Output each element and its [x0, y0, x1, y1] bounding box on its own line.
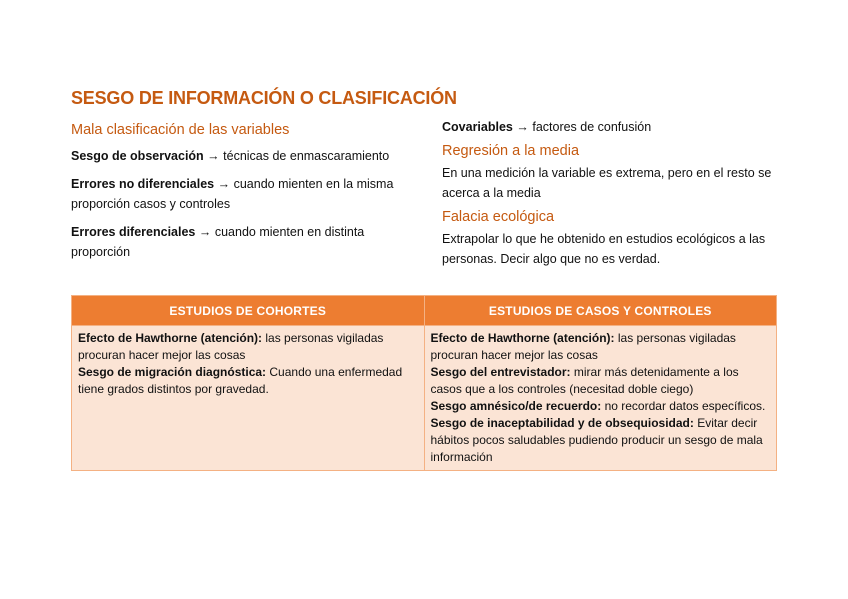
arrow-right-icon: →: [198, 225, 212, 239]
page-title: SESGO DE INFORMACIÓN O CLASIFICACIÓN: [71, 88, 457, 108]
item-term: Sesgo de observación: [71, 149, 204, 163]
entry-text: las personas vigiladas procuran hacer mejor las cosas: [430, 331, 736, 362]
entry-term: Sesgo amnésico/de recuerdo:: [430, 399, 602, 413]
subheading-regresion-media: Regresión a la media: [442, 143, 580, 159]
table-header-row: [72, 296, 777, 326]
left-column: [71, 122, 416, 270]
entry-term: Sesgo del entrevistador:: [430, 365, 571, 379]
subheading-falacia-ecologica: Falacia ecológica: [442, 209, 555, 225]
list-item: [431, 398, 771, 415]
text-regresion-media: En una medición la variable es extrema, pero en el resto se acerca a la media: [442, 166, 772, 200]
studies-table: [71, 295, 777, 471]
item-term: Errores diferenciales: [71, 225, 196, 239]
item-term: Errores no diferenciales: [71, 177, 215, 191]
subheading-mala-clasificacion: Mala clasificación de las variables: [71, 122, 290, 138]
list-item: [78, 364, 418, 398]
entry-term: Sesgo de inaceptabilidad y de obsequiosidad:: [430, 416, 694, 430]
item-text: cuando mienten en distinta proporción: [71, 225, 365, 259]
entry-text: las personas vigiladas procuran hacer mejor las cosas: [78, 331, 384, 362]
entry-term: Efecto de Hawthorne (atención):: [78, 331, 263, 345]
cell-cohortes: [72, 326, 425, 471]
entry-text: Cuando una enfermedad tiene grados distintos por gravedad.: [78, 365, 403, 396]
header-cohortes: ESTUDIOS DE COHORTES: [72, 296, 425, 326]
list-item: [431, 330, 771, 364]
entry-text: Evitar decir hábitos pocos saludables pudiendo producir un sesgo de mala información: [430, 416, 763, 464]
arrow-right-icon: →: [207, 149, 220, 163]
item-errores-diferenciales: [71, 222, 416, 262]
entry-text: no recordar datos específicos.: [604, 399, 766, 413]
cell-casos-controles: [424, 326, 777, 471]
text-falacia-ecologica: Extrapolar lo que he obtenido en estudios ecológicos a las personas. Decir algo que no es verdad.: [442, 232, 766, 266]
item-term: Covariables: [442, 120, 513, 134]
item-text: técnicas de enmascaramiento: [223, 149, 390, 163]
list-item: [78, 330, 418, 364]
item-sesgo-observacion: [71, 146, 416, 166]
entry-term: Sesgo de migración diagnóstica:: [78, 365, 267, 379]
item-errores-no-diferenciales: [71, 174, 416, 214]
entry-text: mirar más detenidamente a los casos que a los controles (necesitad doble ciego): [430, 365, 739, 396]
right-column: [442, 117, 787, 275]
table-row: [72, 326, 777, 471]
list-item: [431, 364, 771, 398]
item-covariables: [442, 117, 787, 137]
arrow-right-icon: →: [217, 177, 231, 191]
list-item: [431, 415, 771, 466]
entry-term: Efecto de Hawthorne (atención):: [430, 331, 615, 345]
item-text: cuando mienten en la misma proporción casos y controles: [71, 177, 394, 211]
item-text: factores de confusión: [532, 120, 652, 134]
arrow-right-icon: →: [516, 120, 529, 134]
header-casos-controles: ESTUDIOS DE CASOS Y CONTROLES: [424, 296, 777, 326]
